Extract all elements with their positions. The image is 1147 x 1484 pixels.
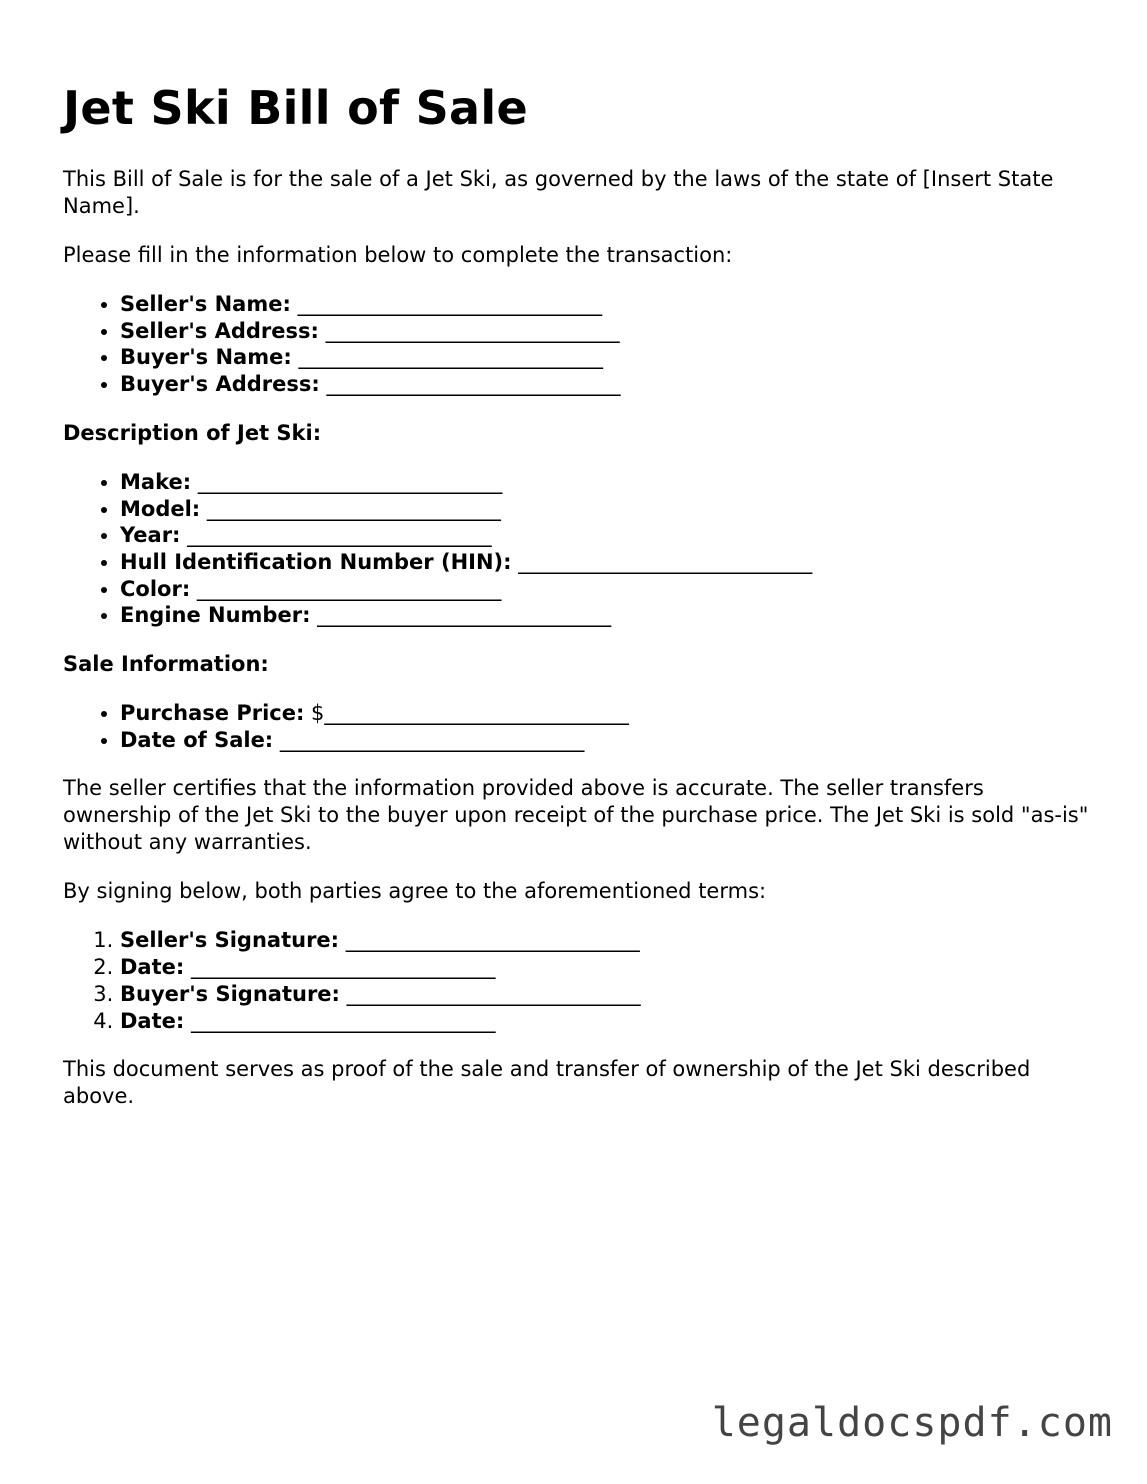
description-heading: Description of Jet Ski: xyxy=(63,420,322,445)
field-label: Seller's Address: xyxy=(120,318,319,343)
model-blank[interactable]: ____________________________ xyxy=(206,496,501,521)
list-item xyxy=(120,954,1093,981)
field-label: Color: xyxy=(120,576,191,601)
buyer-date-blank[interactable]: _____________________________ xyxy=(190,1008,496,1033)
field-label: Buyer's Signature: xyxy=(120,981,340,1006)
list-item xyxy=(120,700,1093,727)
field-label: Engine Number: xyxy=(120,603,311,628)
seller-address-blank[interactable]: ____________________________ xyxy=(325,318,620,343)
seller-signature-blank[interactable]: ____________________________ xyxy=(345,928,640,953)
intro-paragraph: This Bill of Sale is for the sale of a Jet Ski, as governed by the laws of the state of [Insert State Name]. xyxy=(63,167,1054,218)
list-item xyxy=(120,602,1093,629)
sale-heading: Sale Information: xyxy=(63,652,269,677)
signatures-list xyxy=(63,927,1093,1034)
description-list xyxy=(63,469,1093,629)
engine-number-blank[interactable]: ____________________________ xyxy=(317,603,612,628)
list-item xyxy=(120,318,1093,345)
sale-list xyxy=(63,700,1093,753)
field-label: Hull Identification Number (HIN): xyxy=(120,549,512,574)
instruction-paragraph: Please fill in the information below to complete the transaction: xyxy=(63,243,733,267)
field-label: Date: xyxy=(120,955,185,980)
list-item xyxy=(120,727,1093,754)
list-item xyxy=(120,496,1093,523)
list-item xyxy=(120,981,1093,1008)
field-label: Date of Sale: xyxy=(120,727,274,752)
buyer-address-blank[interactable]: ____________________________ xyxy=(326,372,621,397)
list-item xyxy=(120,927,1093,954)
document-title: Jet Ski Bill of Sale xyxy=(63,81,528,135)
agreement-paragraph: By signing below, both parties agree to the aforementioned terms: xyxy=(63,879,767,904)
list-item xyxy=(120,291,1093,318)
list-item xyxy=(120,522,1093,549)
closing-paragraph: This document serves as proof of the sale and transfer of ownership of the Jet Ski described above. xyxy=(63,1057,1031,1109)
parties-list xyxy=(63,291,1093,398)
field-label: Date: xyxy=(120,1008,185,1033)
year-blank[interactable]: _____________________________ xyxy=(187,523,492,548)
field-label: Buyer's Address: xyxy=(120,372,320,397)
list-item xyxy=(120,576,1093,603)
buyer-name-blank[interactable]: _____________________________ xyxy=(298,345,603,370)
watermark: legaldocspdf.com xyxy=(711,1400,1113,1446)
hin-blank[interactable]: ____________________________ xyxy=(518,549,813,574)
list-item xyxy=(120,469,1093,496)
seller-date-blank[interactable]: _____________________________ xyxy=(190,955,496,980)
field-label: Make: xyxy=(120,469,192,494)
list-item xyxy=(120,371,1093,398)
buyer-signature-blank[interactable]: ____________________________ xyxy=(346,981,641,1006)
field-label: Year: xyxy=(120,523,181,548)
field-label: Seller's Signature: xyxy=(120,928,340,953)
date-of-sale-blank[interactable]: _____________________________ xyxy=(279,727,585,752)
make-blank[interactable]: _____________________________ xyxy=(197,469,503,494)
field-label: Seller's Name: xyxy=(120,292,291,316)
color-blank[interactable]: _____________________________ xyxy=(196,576,502,601)
field-label: Model: xyxy=(120,496,201,521)
purchase-price-blank[interactable]: $_____________________________ xyxy=(311,701,629,726)
field-label: Purchase Price: xyxy=(120,701,305,726)
certification-paragraph: The seller certifies that the information provided above is accurate. The seller transfers ownership of the Jet Ski to the buyer upon receipt of the purchase price. The Jet Ski is sold "as-is" without any warranties. xyxy=(63,776,1089,855)
list-item xyxy=(120,549,1093,576)
list-item xyxy=(120,1008,1093,1035)
list-item xyxy=(120,344,1093,371)
field-label: Buyer's Name: xyxy=(120,345,292,370)
seller-name-blank[interactable]: _____________________________ xyxy=(297,292,603,316)
document-page xyxy=(63,78,1093,1110)
